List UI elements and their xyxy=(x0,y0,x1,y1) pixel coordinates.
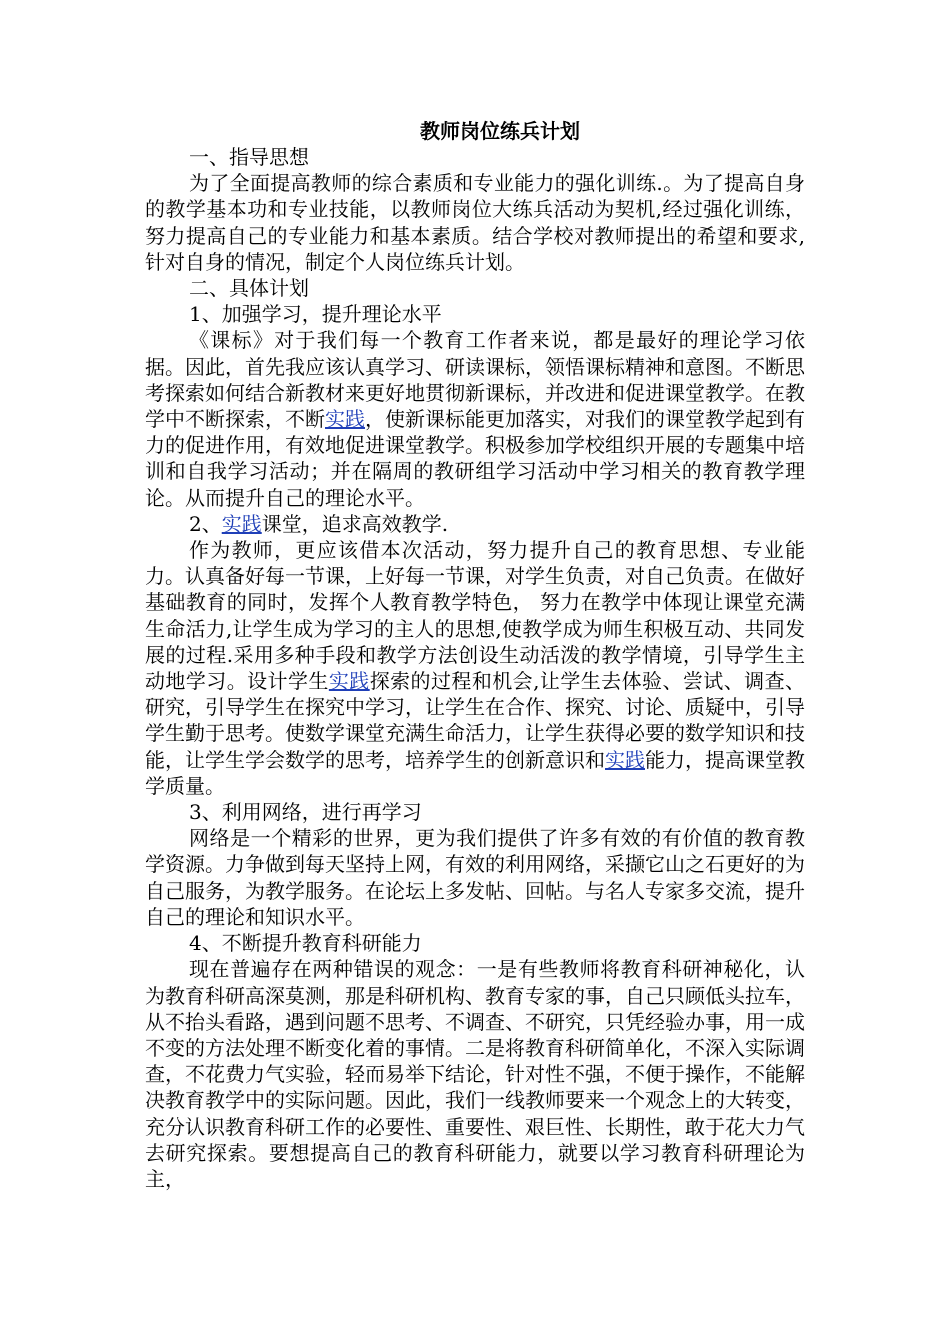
paragraph xyxy=(145,170,805,275)
link-shijian[interactable]: 实践 xyxy=(325,407,365,432)
paragraph-text: 《课标》对于我们每一个教育工作者来说，都是最好的理论学习依据。因此，首先我应该认真学习、研读课标，领悟课标精神和意图。不断思考探索如何结合新教材来更好地贯彻新课标，并改进和促进课堂教学。在教学中不断探索，不断 xyxy=(145,328,805,432)
paragraph-text: 二、具体计划 xyxy=(189,276,309,301)
paragraph-text: 1、加强学习，提升理论水平 xyxy=(189,302,442,327)
paragraph-text: 作为教师，更应该借本次活动，努力提升自己的教育思想、专业能力。认真备好每一节课，上好每一节课，对学生负责，对自己负责。在做好基础教育的同时，发挥个人教育教学特色， 努力在教学中体现让课堂充满生命活力,让学生成为学习的主人的思想,使教学成为师生积极互动、共同发展的过程.采用多种手段和教学方法创设生动活泼的教学情境，引导学生主动地学习。设计学生 xyxy=(145,538,805,694)
paragraph xyxy=(145,275,805,301)
paragraph xyxy=(145,327,805,510)
paragraph-text: 网络是一个精彩的世界，更为我们提供了许多有效的有价值的教育教学资源。力争做到每天坚持上网，有效的利用网络，采撷它山之石更好的为自己服务，为教学服务。在论坛上多发帖、回帖。与名人专家多交流，提升自己的理论和知识水平。 xyxy=(145,826,805,929)
paragraph-text: 4、不断提升教育科研能力 xyxy=(189,931,422,956)
link-shijian[interactable]: 实践 xyxy=(605,747,645,772)
document-title: 教师岗位练兵计划 xyxy=(420,119,580,143)
document-body xyxy=(145,144,805,1192)
paragraph-text: 探索的过程和机会,让学生去体验、尝试、调查、研究，引导学生在探究中学习，让学生在合作、探究、讨论、质疑中，引导学生勤于思考。使数学课堂充满生命活力，让学生获得必要的数学知识和技能，让学生学会数学的思考，培养学生的创新意识和 xyxy=(145,669,806,772)
link-shijian[interactable]: 实践 xyxy=(221,511,262,536)
paragraph-text: ，使新课标能更加落实，对我们的课堂教学起到有力的促进作用，有效地促进课堂教学。积极参加学校组织开展的专题集中培训和自我学习活动；并在隔周的教研组学习活动中学习相关的教育教学理论。从而提升自己的理论水平。 xyxy=(145,407,805,510)
paragraph-text: 为了全面提高教师的综合素质和专业能力的强化训练.。为了提高自身的教学基本功和专业技能，以教师岗位大练兵活动为契机,经过强化训练，努力提高自己的专业能力和基本素质。结合学校对教师提出的希望和要求,针对自身的情况，制定个人岗位练兵计划。 xyxy=(145,171,805,274)
paragraph-text: 2、 xyxy=(189,511,222,536)
paragraph xyxy=(145,144,805,170)
paragraph xyxy=(145,930,805,956)
paragraph-text: 现在普遍存在两种错误的观念：一是有些教师将教育科研神秘化，认为教育科研高深莫测，那是科研机构、教育专家的事，自己只顾低头拉车，从不抬头看路，遇到问题不思考、不调查、不研究，只凭经验办事，用一成不变的方法处理不断变化着的事情。二是将教育科研简单化，不深入实际调查，不花费力气实验，轻而易举下结论，针对性不强，不便于操作，不能解决教育教学中的实际问题。因此，我们一线教师要来一个观念上的大转变，充分认识教育科研工作的必要性、重要性、艰巨性、长期性，敢于花大力气去研究探索。要想提高自己的教育科研能力，就要以学习教育科研理论为主， xyxy=(145,957,805,1191)
paragraph-text: 课堂，追求高效教学. xyxy=(261,511,449,536)
paragraph xyxy=(145,537,805,799)
link-shijian[interactable]: 实践 xyxy=(328,669,370,694)
paragraph xyxy=(145,956,805,1192)
paragraph xyxy=(145,825,805,930)
document-page xyxy=(145,118,805,1192)
paragraph xyxy=(145,511,805,537)
paragraph xyxy=(145,799,805,825)
paragraph-text: 能力，提高课堂教学质量。 xyxy=(145,747,805,798)
paragraph-text: 一、指导思想 xyxy=(189,145,309,169)
paragraph xyxy=(145,301,805,327)
paragraph-text: 3、利用网络，进行再学习 xyxy=(189,800,422,825)
